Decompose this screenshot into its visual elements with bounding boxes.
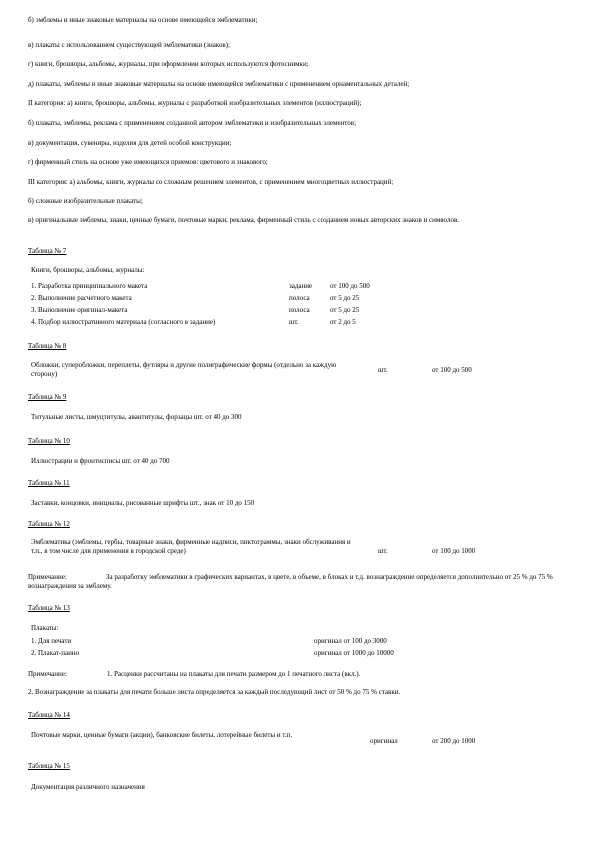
list-item: г) фирменный стиль на основе уже имеющихся приемов: цветового и знакового;	[28, 158, 268, 166]
table-row-range: от 5 до 25	[330, 306, 360, 314]
table-14-title: Таблица № 14	[28, 711, 70, 719]
table-11-title: Таблица № 11	[28, 479, 70, 487]
table-row-unit: задание	[289, 282, 313, 290]
table-row-range: от 2 до 5	[330, 318, 356, 326]
table-13-note-2: 2. Вознаграждение за плакаты для печати больше листа определяется за каждый последующий лист от 50 % до 75 % ставки.	[28, 688, 401, 696]
table-12-name: Эмблематика (эмблемы, гербы, товарные знаки, фирменные надписи, пиктограммы, знаки обслуживания и т.п., в том числе для применения в городской среде)	[31, 538, 351, 555]
table-8-name: Обложки, суперобложки, переплеты, футляры и другие полиграфические формы (отдельно за каждую сторону)	[31, 361, 337, 378]
table-row-unit: полоса	[289, 306, 310, 314]
table-12-title: Таблица № 12	[28, 520, 70, 528]
table-9-row: Титульные листы, шмуцтитулы, авантитулы, форзацы шт. от 40 до 300	[31, 413, 242, 421]
table-row-name: 3. Выполнение оригинал-макета	[31, 306, 128, 314]
table-row-name: 2. Плакат-панно	[31, 649, 80, 657]
list-item: в) документация, сувениры, изделия для детей особой конструкции;	[28, 139, 232, 147]
table-8-unit: шт.	[378, 366, 388, 374]
table-8-range: от 100 до 500	[432, 366, 472, 374]
table-13-heading: Плакаты:	[31, 624, 59, 632]
table-7-heading: Книги, брошюры, альбомы, журналы:	[31, 266, 145, 274]
table-10-row: Иллюстрации и фронтисписы шт. от 40 до 700	[31, 457, 170, 465]
table-row-name: 1. Разработка принципиального макета	[31, 282, 148, 290]
table-9-title: Таблица № 9	[28, 393, 67, 401]
list-item: д) плакаты, эмблемы и иные знаковые материалы на основе имеющейся эмблематики с применением орнаментальных деталей;	[28, 80, 410, 88]
table-15-title: Таблица № 15	[28, 762, 70, 770]
list-item: II категория: а) книги, брошюры, альбомы, журналы с разработкой изобразительных элементов (иллюстраций);	[28, 99, 362, 107]
table-row-name: 4. Подбор иллюстративного материала (согласного в задание)	[31, 318, 216, 326]
table-row-range: от 5 до 25	[330, 294, 360, 302]
list-item: б) эмблемы и иные знаковые материалы на основе имеющейся эмблематики;	[28, 16, 258, 24]
table-12-range: от 100 до 1000	[432, 547, 476, 555]
table-row-name: 2. Выполнение расчетного макета	[31, 294, 132, 302]
note-label: Примечание:	[28, 573, 67, 581]
table-row-range: от 100 до 500	[330, 282, 370, 290]
table-row-unit: полоса	[289, 294, 310, 302]
table-12-note: За разработку эмблематики в графических вариантах, в цвете, в объеме, в блоках и т.д. вознаграждение определяется дополнительно от 25 % до 75 % вознаграждения за эмблему.	[28, 573, 553, 590]
table-10-title: Таблица № 10	[28, 437, 70, 445]
note-label: Примечание:	[28, 670, 67, 678]
list-item: б) плакаты, эмблемы, реклама с применением созданной автором эмблематики и изобразительных элементов;	[28, 119, 357, 127]
list-item: в) оригинальные эмблемы, знаки, ценные бумаги, почтовые марки, реклама, фирменный стиль с созданием новых авторских знаков и символов.	[28, 216, 460, 224]
list-item: г) книги, брошюры, альбомы, журналы, при оформлении которых используются фотоснимки;	[28, 60, 309, 68]
table-row-unit: шт.	[289, 318, 299, 326]
table-14-unit: оригинал	[370, 737, 398, 745]
list-item: в) плакаты с использованием существующей эмблематики (знаков);	[28, 41, 230, 49]
list-item: б) сложные изобразительные плакаты;	[28, 197, 143, 205]
table-13-title: Таблица № 13	[28, 604, 70, 612]
table-14-name: Почтовые марки, ценные бумаги (акции), банковские билеты, лотерейные билеты и т.п.	[31, 731, 293, 739]
list-item: III категория: а) альбомы, книги, журналы со сложным решением элементов, с применением многоцветных иллюстраций;	[28, 178, 394, 186]
table-row-value: оригинал от 100 до 3000	[314, 637, 387, 645]
table-8-title: Таблица № 8	[28, 342, 67, 350]
table-14-range: от 200 до 1000	[432, 737, 476, 745]
table-row-value: оригинал от 1000 до 10000	[314, 649, 394, 657]
table-11-row: Заставки, концовки, инициалы, рисованные шрифты шт., знак от 10 до 150	[31, 499, 255, 507]
table-7-title: Таблица № 7	[28, 247, 67, 255]
table-row-name: 1. Для печати	[31, 637, 72, 645]
table-13-note-1: 1. Расценки рассчитаны на плакаты для печати размером до 1 печатного листа (вкл.).	[107, 670, 361, 678]
table-15-heading: Документация различного назначения	[31, 783, 145, 791]
table-12-unit: шт.	[378, 547, 388, 555]
